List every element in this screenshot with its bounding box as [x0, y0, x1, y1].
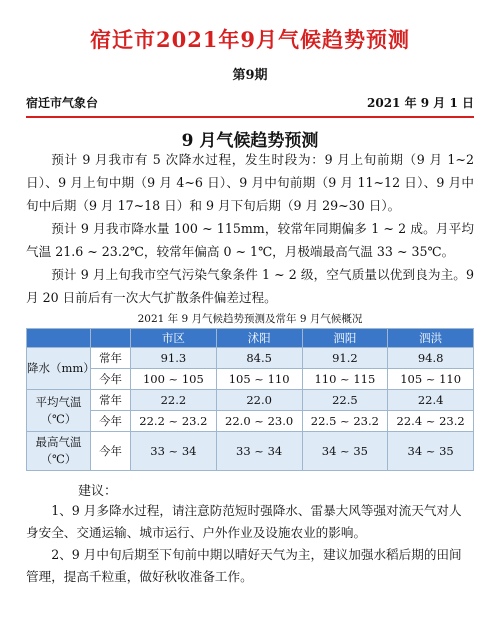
table-cell: 22.5 ~ 23.2: [302, 411, 388, 432]
climate-table: [26, 328, 474, 471]
row-label-max-temperature: [27, 432, 91, 471]
issue-date: 2021 年 9 月 1 日: [367, 96, 474, 110]
header-blank-cell: [91, 329, 131, 348]
header-divider: [26, 116, 474, 118]
suggestion-item: 2、9 月中旬后期至下旬前中期以晴好天气为主，建议加强水稻后期的田间管理，提高千粒重，做好秋收准备工作。: [26, 547, 462, 584]
suggestion-item: 1、9 月多降水过程，请注意防范短时强降水、雷暴大风等强对流天气对人身安全、交通运输、城市运行、户外作业及设施农业的影响。: [26, 503, 462, 540]
header-blank-cell: [27, 329, 91, 348]
column-header: 市区: [131, 329, 217, 348]
row-label-unit: （℃）: [40, 411, 77, 426]
forecast-label: 今年: [91, 432, 131, 471]
column-header: 泗洪: [388, 329, 474, 348]
table-row: [27, 411, 474, 432]
table-cell: 22.0: [216, 390, 302, 411]
paragraph-precipitation-events: 预计 9 月我市有 5 次降水过程，发生时段为：9 月上旬前期（9 月 1~2 日）、9 月上旬中期（9 月 4~6 日）、9 月中旬前期（9 月 11~12 日）、9 月中旬中后期（9 月 17~18 日）和 9 月下旬后期（9 月 29~30 日）。: [26, 152, 474, 213]
meta-row: [26, 94, 474, 110]
table-cell: 34 ~ 35: [388, 432, 474, 471]
paragraph-air-quality: 预计 9 月上旬我市空气污染气象条件 1 ~ 2 级，空气质量以优到良为主。9 月 20 日前后有一次大气扩散条件偏差过程。: [26, 267, 474, 305]
table-cell: 110 ~ 115: [302, 369, 388, 390]
table-row: [27, 348, 474, 369]
table-cell: 105 ~ 110: [388, 369, 474, 390]
table-caption: 2021 年 9 月气候趋势预测及常年 9 月气候概况: [137, 313, 363, 325]
section-title: 9 月气候趋势预测: [181, 131, 319, 151]
table-header-row: [27, 329, 474, 348]
row-label-text: 最高气温: [35, 435, 82, 449]
forecast-label: 今年: [91, 369, 131, 390]
row-label-unit: （℃）: [40, 452, 77, 466]
table-cell: 105 ~ 110: [216, 369, 302, 390]
forecast-label: 今年: [91, 411, 131, 432]
table-cell: 84.5: [216, 348, 302, 369]
paragraph-rain-temperature: 预计 9 月我市降水量 100 ~ 115mm，较常年同期偏多 1 ~ 2 成。月平均气温 21.6 ~ 23.2℃，较常年偏高 0 ~ 1℃，月极端最高气温 33 ~ 35℃。: [26, 221, 474, 259]
normal-label: 常年: [91, 348, 131, 369]
table-cell: 22.5: [302, 390, 388, 411]
row-label-text: 降水（mm）: [27, 361, 95, 375]
table-cell: 33 ~ 34: [216, 432, 302, 471]
table-cell: 91.2: [302, 348, 388, 369]
table-cell: 100 ~ 105: [131, 369, 217, 390]
issuing-organization: 宿迁市气象台: [26, 96, 99, 110]
table-row: [27, 432, 474, 471]
table-cell: 22.4 ~ 23.2: [388, 411, 474, 432]
issue-number: 第9期: [232, 68, 268, 83]
table-cell: 22.4: [388, 390, 474, 411]
suggestions-title: 建议：: [78, 484, 118, 499]
table-cell: 34 ~ 35: [302, 432, 388, 471]
table-cell: 22.2 ~ 23.2: [131, 411, 217, 432]
row-label-precipitation: [27, 348, 95, 390]
normal-label: 常年: [91, 390, 131, 411]
bulletin-title: 宿迁市2021年9月气候趋势预测: [89, 27, 411, 52]
row-label-mean-temperature: [27, 390, 91, 432]
table-cell: 91.3: [131, 348, 217, 369]
table-row: [27, 390, 474, 411]
table-cell: 22.0 ~ 23.0: [216, 411, 302, 432]
table-cell: 33 ~ 34: [131, 432, 217, 471]
column-header: 沭阳: [216, 329, 302, 348]
row-label-text: 平均气温: [35, 394, 82, 409]
table-cell: 94.8: [388, 348, 474, 369]
table-cell: 22.2: [131, 390, 217, 411]
column-header: 泗阳: [302, 329, 388, 348]
